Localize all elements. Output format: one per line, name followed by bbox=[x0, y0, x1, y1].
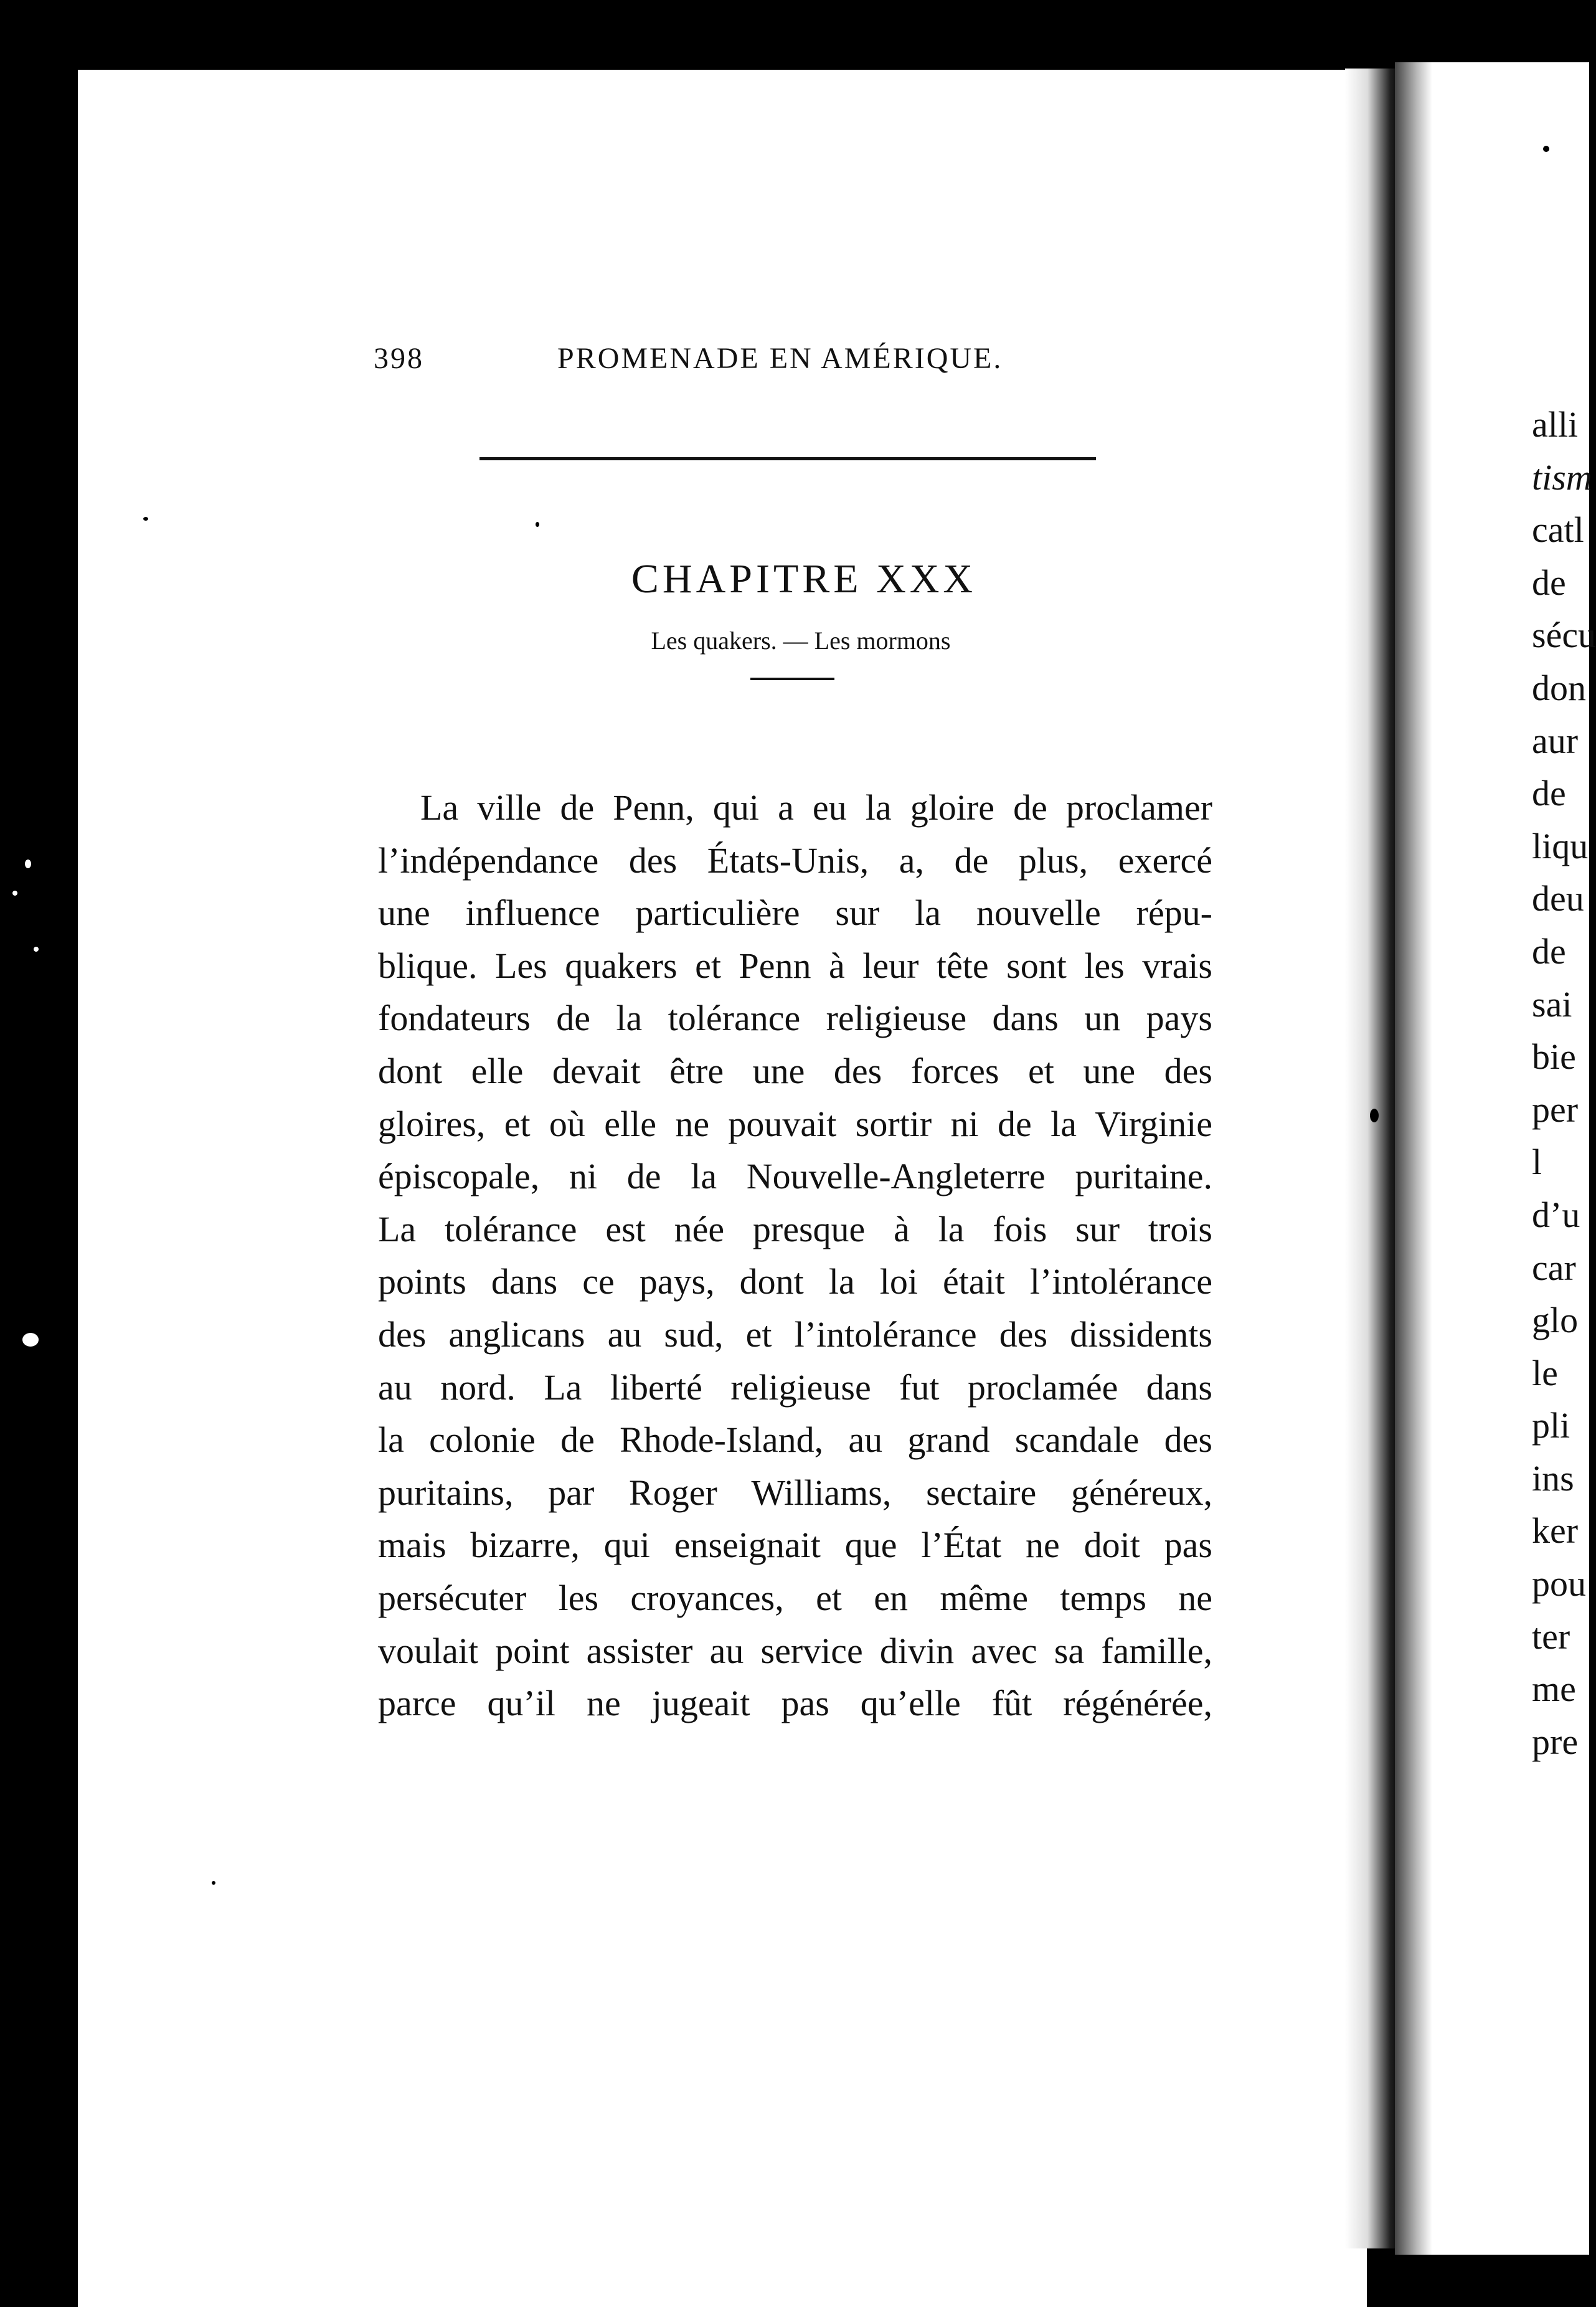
body-line: épiscopale, ni de la Nouvelle-Angleterre puritaine. bbox=[378, 1156, 1212, 1197]
body-line: une influence particulière sur la nouvelle répu- bbox=[378, 893, 1212, 934]
body-line: dont elle devait être une des forces et une des bbox=[378, 1050, 1212, 1091]
scan-speck bbox=[25, 860, 31, 868]
body-line: gloires, et où elle ne pouvait sortir ni de la Virginie bbox=[378, 1103, 1212, 1144]
body-line: mais bizarre, qui enseignait que l’État ne doit pas bbox=[378, 1525, 1212, 1566]
right-page-line-fragment: catl bbox=[1532, 509, 1584, 551]
body-line: parce qu’il ne jugeait pas qu’elle fût régénérée, bbox=[378, 1683, 1212, 1724]
scan-speck bbox=[1370, 1109, 1379, 1122]
running-title: PROMENADE EN AMÉRIQUE. bbox=[557, 342, 1003, 375]
body-line: voulait point assister au service divin avec sa famille, bbox=[378, 1630, 1212, 1671]
right-page-line-fragment: de bbox=[1532, 773, 1566, 814]
scan-speck bbox=[34, 947, 39, 952]
body-text bbox=[378, 782, 1212, 1730]
body-line: des anglicans au sud, et l’intolérance des dissidents bbox=[378, 1314, 1212, 1355]
body-line: fondateurs de la tolérance religieuse dans un pays bbox=[378, 998, 1212, 1039]
section-rule bbox=[750, 678, 834, 680]
right-page-line-fragment: alli bbox=[1532, 404, 1579, 445]
right-page-line-fragment: pli bbox=[1532, 1405, 1570, 1446]
right-page-line-fragment: le bbox=[1532, 1352, 1558, 1393]
right-page-line-fragment: car bbox=[1532, 1247, 1576, 1288]
right-page-line-fragment: deu bbox=[1532, 878, 1584, 919]
chapter-title: CHAPITRE XXX bbox=[631, 556, 977, 602]
body-line: l’indépendance des États-Unis, a, de plus, exercé bbox=[378, 840, 1212, 881]
scan-speck bbox=[536, 522, 539, 527]
right-page-line-fragment: pre bbox=[1532, 1721, 1579, 1762]
right-page-line-fragment: liqu bbox=[1532, 825, 1589, 866]
body-line: blique. Les quakers et Penn à leur tête sont les vrais bbox=[378, 945, 1212, 986]
body-line: au nord. La liberté religieuse fut proclamée dans bbox=[378, 1367, 1212, 1408]
body-line: points dans ce pays, dont la loi était l’intolérance bbox=[378, 1261, 1212, 1302]
right-page-line-fragment: sai bbox=[1532, 983, 1572, 1025]
right-page-line-fragment: pou bbox=[1532, 1563, 1586, 1604]
scan-speck bbox=[1543, 146, 1549, 152]
body-line: La ville de Penn, qui a eu la gloire de proclamer bbox=[420, 787, 1212, 828]
right-page-line-fragment: de bbox=[1532, 931, 1566, 972]
right-page-line-fragment: sécu bbox=[1532, 615, 1596, 656]
chapter-title-block bbox=[0, 556, 1589, 603]
chapter-subtitle: Les quakers. — Les mormons bbox=[651, 627, 951, 655]
body-line: La tolérance est née presque à la fois sur trois bbox=[378, 1208, 1212, 1249]
right-page-line-fragment: d’u bbox=[1532, 1194, 1580, 1235]
right-page-line-fragment: don bbox=[1532, 667, 1586, 708]
body-line: persécuter les croyances, et en même temps ne bbox=[378, 1577, 1212, 1618]
right-page-line-fragment: tism bbox=[1532, 457, 1592, 498]
right-page-line-fragment: glo bbox=[1532, 1300, 1579, 1341]
scan-speck bbox=[212, 1881, 215, 1885]
body-line: la colonie de Rhode-Island, au grand scandale des bbox=[378, 1419, 1212, 1461]
right-page-line-fragment: aur bbox=[1532, 720, 1579, 761]
right-page-shadow bbox=[1395, 62, 1432, 2255]
right-page-line-fragment: ker bbox=[1532, 1510, 1579, 1551]
right-page-line-fragment: ter bbox=[1532, 1616, 1570, 1657]
right-page-line-fragment: me bbox=[1532, 1669, 1576, 1710]
chapter-subtitle-block bbox=[0, 626, 1589, 655]
scan-speck bbox=[22, 1333, 39, 1347]
scan-speck bbox=[143, 517, 148, 521]
page-number: 398 bbox=[374, 342, 424, 375]
gutter-shadow bbox=[1345, 69, 1401, 2248]
scan-speck bbox=[12, 891, 17, 896]
right-page-line-fragment: ins bbox=[1532, 1457, 1574, 1499]
body-line: puritains, par Roger Williams, sectaire généreux, bbox=[378, 1472, 1212, 1513]
right-page-line-fragment: l bbox=[1532, 1142, 1542, 1183]
right-page-text bbox=[1532, 399, 1596, 1768]
top-rule bbox=[479, 457, 1096, 460]
right-page-line-fragment: bie bbox=[1532, 1036, 1576, 1078]
right-page-line-fragment: per bbox=[1532, 1089, 1579, 1130]
right-page-line-fragment: de bbox=[1532, 562, 1566, 603]
